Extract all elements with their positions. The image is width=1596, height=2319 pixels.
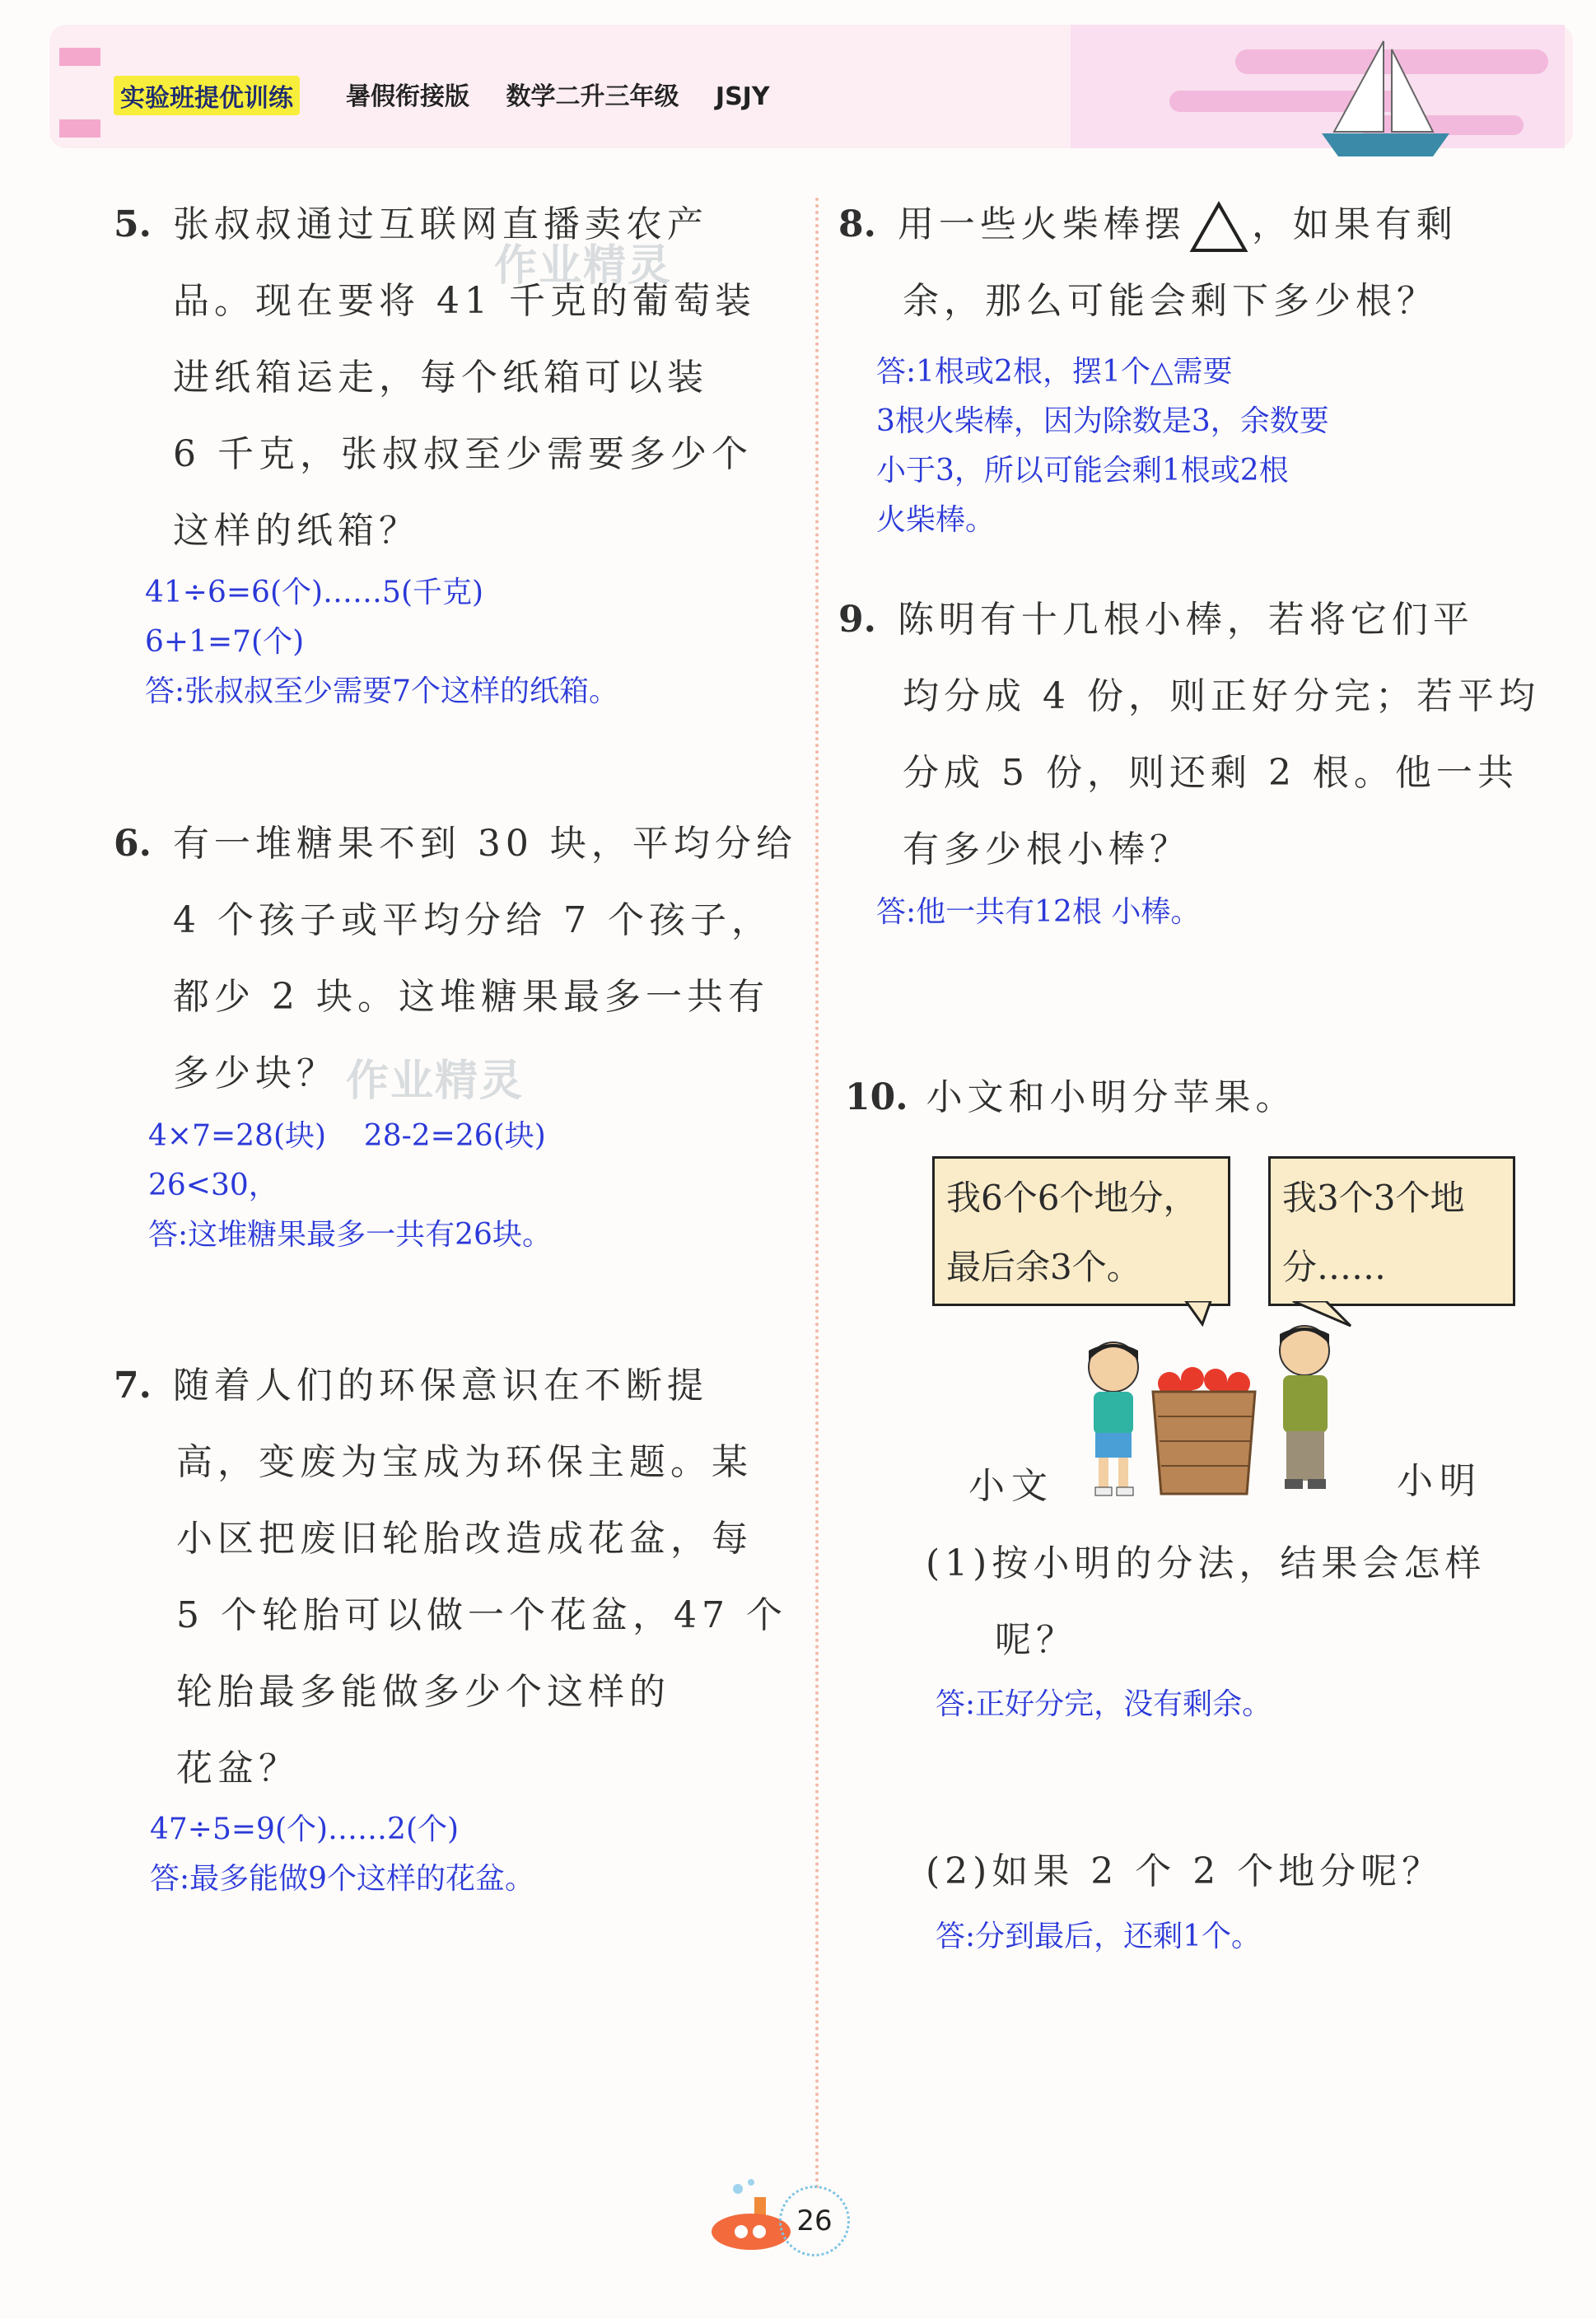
boy-xiaowen-icon bbox=[1089, 1342, 1138, 1495]
speech-bubble-xiaoming bbox=[1268, 1156, 1515, 1306]
question-number: 8. bbox=[838, 203, 876, 245]
publisher-code: JSJY bbox=[715, 82, 770, 111]
page-number: 26 bbox=[779, 2186, 850, 2256]
apple-basket-icon bbox=[1153, 1367, 1255, 1494]
question-text-line: 余，那么可能会剩下多少根？ bbox=[903, 280, 1438, 322]
answer-line: 6+1=7(个) bbox=[145, 625, 305, 659]
header-band bbox=[0, 0, 1596, 156]
question-text-line: 这样的纸箱？ bbox=[173, 510, 420, 552]
question-text-line: 小区把废旧轮胎改造成花盆，每 bbox=[176, 1518, 753, 1560]
question-text-line: 随着人们的环保意识在不断提 bbox=[172, 1365, 708, 1407]
answer-5 bbox=[145, 568, 618, 716]
question-text-line: 高，变废为宝成为环保主题。某 bbox=[176, 1441, 753, 1483]
bubble-text-line: 最后余3个。 bbox=[946, 1247, 1141, 1287]
bubble-tail-left bbox=[1186, 1301, 1211, 1324]
boy-xiaoming-icon bbox=[1280, 1326, 1329, 1489]
question-text-line: 均分成 4 份，则正好分完；若平均 bbox=[903, 675, 1540, 717]
triangle-icon bbox=[1189, 201, 1248, 254]
name-label-xiaoming: 小明 bbox=[1397, 1460, 1482, 1502]
bubble-text-line: 我3个3个地 bbox=[1282, 1178, 1465, 1218]
speech-bubble-xiaowen bbox=[932, 1156, 1230, 1306]
question-text-line: (1)按小明的分法，结果会怎样 bbox=[926, 1542, 1486, 1584]
question-text-line: 张叔叔通过互联网直播卖农产 bbox=[172, 203, 708, 245]
question-text-line: 进纸箱运走，每个纸箱可以装 bbox=[173, 357, 708, 399]
question-7 bbox=[114, 1347, 787, 1807]
answer-9 bbox=[876, 888, 1200, 937]
answer-6 bbox=[148, 1112, 552, 1260]
question-8 bbox=[838, 186, 1458, 339]
header-info bbox=[346, 76, 798, 112]
question-text-line: 都少 2 块。这堆糖果最多一共有 bbox=[173, 976, 769, 1018]
answer-10-2: 答:分到最后，还剩1个。 bbox=[936, 1920, 1262, 1953]
question-text-line: 花盆？ bbox=[176, 1747, 300, 1789]
name-label-xiaowen: 小文 bbox=[968, 1465, 1054, 1507]
bubble-text-line: 分…… bbox=[1282, 1247, 1387, 1287]
answer-10-1: 答:正好分完，没有剩余。 bbox=[936, 1687, 1272, 1721]
answer-line: 47÷5=9(个)……2(个) bbox=[150, 1813, 460, 1846]
answer-line: 答:这堆糖果最多一共有26块。 bbox=[148, 1218, 552, 1252]
question-text-line: 品。现在要将 41 千克的葡萄装 bbox=[173, 280, 756, 322]
question-text-line: 轮胎最多能做多少个这样的 bbox=[176, 1671, 670, 1713]
question-10 bbox=[845, 1059, 1297, 1136]
question-text-line: 5 个轮胎可以做一个花盆，47 个 bbox=[176, 1594, 787, 1636]
question-text-line: 用一些火柴棒摆 bbox=[897, 203, 1186, 245]
watermark: 作业精灵 bbox=[346, 1057, 525, 1106]
question-text-line: ，如果有剩 bbox=[1251, 203, 1458, 245]
question-text-line: 陈明有十几根小棒，若将它们平 bbox=[897, 599, 1474, 641]
question-number: 5. bbox=[114, 203, 152, 245]
answer-8 bbox=[876, 348, 1329, 545]
question-number: 7. bbox=[114, 1365, 152, 1407]
answer-line: 答:1根或2根，摆1个△需要 bbox=[876, 355, 1233, 389]
question-text-line: 4 个孩子或平均分给 7 个孩子， bbox=[173, 899, 772, 941]
answer-line: 26<30， bbox=[148, 1169, 278, 1202]
question-text-line: 有多少根小棒？ bbox=[903, 828, 1191, 870]
subject-grade-label: 数学二升三年级 bbox=[506, 82, 679, 111]
bubble-text-line: 我6个6个地分， bbox=[946, 1178, 1198, 1218]
question-text-line: 6 千克，张叔叔至少需要多少个 bbox=[173, 433, 753, 475]
question-number: 6. bbox=[114, 823, 152, 865]
answer-line: 41÷6=6(个)……5(千克) bbox=[145, 576, 484, 609]
bubble-tail-right bbox=[1293, 1301, 1351, 1326]
answer-line: 小于3，所以可能会剩1根或2根 bbox=[876, 454, 1289, 488]
watermark: 作业精灵 bbox=[494, 241, 673, 291]
answer-line: 火柴棒。 bbox=[876, 503, 996, 537]
column-divider bbox=[815, 198, 819, 2191]
edition-label: 暑假衔接版 bbox=[346, 82, 469, 111]
answer-line: 答:张叔叔至少需要7个这样的纸箱。 bbox=[145, 674, 619, 708]
answer-line: 3根火柴棒，因为除数是3，余数要 bbox=[876, 404, 1329, 438]
answer-line: 4×7=28(块) 28-2=26(块) bbox=[148, 1119, 546, 1153]
question-number: 9. bbox=[838, 599, 876, 641]
answer-7 bbox=[150, 1805, 534, 1904]
series-name: 实验班提优训练 bbox=[114, 76, 300, 115]
question-9 bbox=[838, 581, 1540, 888]
question-text-line: 呢？ bbox=[995, 1619, 1077, 1661]
question-text-line: 分成 5 份，则还剩 2 根。他一共 bbox=[903, 752, 1519, 794]
sub-question-1 bbox=[926, 1525, 1486, 1678]
answer-line: 答:最多能做9个这样的花盆。 bbox=[150, 1862, 535, 1896]
answer-line: 答:他一共有12根 小棒。 bbox=[876, 895, 1201, 929]
question-title: 小文和小明分苹果。 bbox=[926, 1076, 1297, 1118]
question-text-line: 多少块？ bbox=[173, 1052, 338, 1094]
question-text-line: 有一堆糖果不到 30 块，平均分给 bbox=[172, 823, 797, 865]
question-text-line: (2)如果 2 个 2 个地分呢？ bbox=[926, 1850, 1444, 1892]
sub-question-2 bbox=[926, 1833, 1443, 1910]
question-number: 10. bbox=[845, 1076, 908, 1118]
